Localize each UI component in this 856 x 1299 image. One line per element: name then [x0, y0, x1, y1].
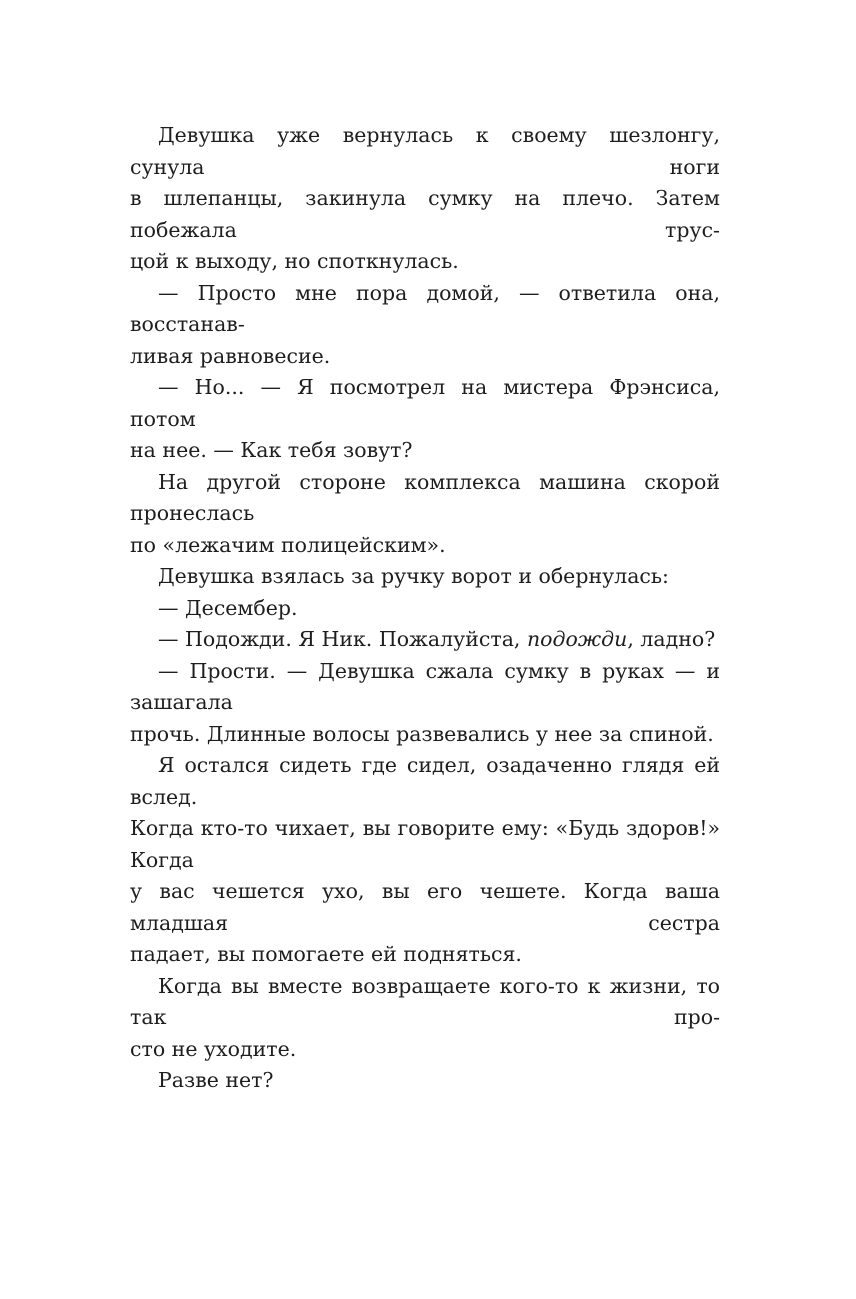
paragraph: [130, 750, 720, 971]
paragraph: [130, 656, 720, 751]
text-line: Я остался сидеть где сидел, озадаченно глядя ей вслед.: [130, 753, 720, 809]
paragraph: [130, 120, 720, 278]
text-line: цой к выходу, но споткнулась.: [130, 249, 459, 273]
paragraph: [130, 1065, 720, 1097]
text-segment: , ладно?: [627, 627, 716, 651]
text-line: [130, 624, 720, 656]
text-line: сто не уходите.: [130, 1036, 297, 1061]
paragraph: [130, 593, 720, 625]
text-line: Разве нет?: [158, 1068, 274, 1092]
paragraph: [130, 561, 720, 593]
text-line: Девушка уже вернулась к своему шезлонгу, сунула ноги: [130, 123, 720, 179]
text-line: Когда вы вместе возвращаете кого-то к жизни, то так про-: [130, 973, 720, 1029]
paragraph: [130, 971, 720, 1066]
text-line: — Просто мне пора домой, — ответила она, восстанав-: [130, 280, 720, 336]
text-line: ливая равновесие.: [130, 343, 331, 368]
text-segment: — Подожди. Я Ник. Пожалуйста,: [158, 627, 527, 651]
text-line: На другой стороне комплекса машина скорой пронеслась: [130, 469, 720, 525]
text-line: на нее. — Как тебя зовут?: [130, 438, 413, 462]
text-line: — Десембер.: [158, 595, 298, 620]
paragraph: [130, 278, 720, 373]
text-line: падает, вы помогаете ей подняться.: [130, 942, 522, 966]
text-line: — Но... — Я посмотрел на мистера Фрэнсиса, потом: [130, 375, 720, 431]
paragraph: [130, 372, 720, 467]
emphasized-text: подожди: [526, 627, 628, 651]
text-line: прочь. Длинные волосы развевались у нее за спиной.: [130, 721, 714, 746]
paragraph: [130, 467, 720, 562]
text-line: по «лежачим полицейским».: [130, 532, 446, 557]
paragraph: [130, 624, 720, 656]
text-line: в шлепанцы, закинула сумку на плечо. Затем побежала трус-: [130, 186, 720, 242]
text-line: Когда кто-то чихает, вы говорите ему: «Будь здоров!» Когда: [130, 816, 720, 872]
text-line: — Прости. — Девушка сжала сумку в руках — и зашагала: [130, 658, 720, 714]
text-line: у вас чешется ухо, вы его чешете. Когда ваша младшая сестра: [130, 879, 720, 935]
text-line: Девушка взялась за ручку ворот и обернулась:: [158, 564, 669, 588]
page-text-body: [130, 120, 720, 1097]
